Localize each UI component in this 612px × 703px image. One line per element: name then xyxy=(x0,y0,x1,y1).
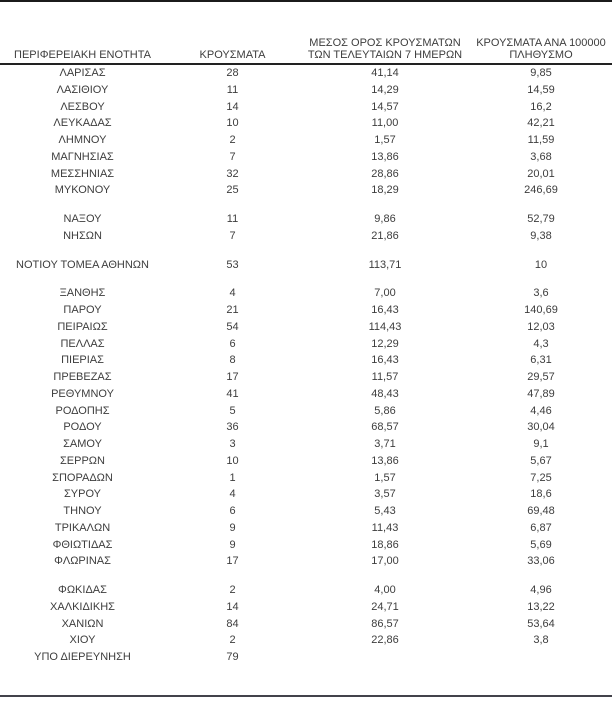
table-row xyxy=(0,132,612,149)
region-cell: ΛΕΣΒΟΥ xyxy=(60,100,105,113)
region-cell: ΝΟΤΙΟΥ ΤΟΜΕΑ ΑΘΗΝΩΝ xyxy=(16,258,149,271)
cases-cell: 11 xyxy=(226,83,239,96)
per-100k-cell: 53,64 xyxy=(527,617,555,630)
table-row xyxy=(0,436,612,453)
avg-7day-cell: 11,57 xyxy=(371,371,399,383)
cases-cell: 7 xyxy=(229,150,236,163)
region-cell: ΝΗΣΩΝ xyxy=(63,229,102,242)
avg-7day-cell: 13,86 xyxy=(371,150,399,163)
region-cell: ΛΕΥΚΑΔΑΣ xyxy=(53,117,112,130)
table-row xyxy=(0,149,612,166)
region-cell: ΜΕΣΣΗΝΙΑΣ xyxy=(50,167,115,180)
table-body xyxy=(0,65,612,666)
region-cell: ΛΑΡΙΣΑΣ xyxy=(59,67,106,79)
cases-cell: 17 xyxy=(226,371,239,383)
column-header-line: ΠΕΡΙΦΕΡΕΙΑΚΗ ΕΝΟΤΗΤΑ xyxy=(14,49,151,61)
per-100k-cell: 16,2 xyxy=(530,100,552,113)
column-header-cases-per-100000 xyxy=(470,37,612,61)
table-row xyxy=(0,182,612,199)
table-row xyxy=(0,166,612,183)
per-100k-cell: 3,6 xyxy=(533,287,549,300)
table-section xyxy=(0,257,612,274)
avg-7day-cell: 113,71 xyxy=(368,258,402,271)
avg-7day-cell: 114,43 xyxy=(368,320,402,333)
per-100k-cell: 14,59 xyxy=(527,83,555,96)
cases-by-regional-unit-table xyxy=(0,2,612,666)
region-cell: ΠΕΛΛΑΣ xyxy=(60,337,105,350)
per-100k-cell: 20,01 xyxy=(527,167,555,180)
per-100k-cell: 5,67 xyxy=(530,454,552,467)
per-100k-cell: 18,6 xyxy=(530,488,552,501)
table-row xyxy=(0,257,612,274)
avg-7day-cell: 5,86 xyxy=(374,404,396,417)
cases-cell: 5 xyxy=(229,404,236,417)
column-header-line: ΚΡΟΥΣΜΑΤΑ ΑΝΑ 100000 xyxy=(476,37,606,49)
table-row xyxy=(0,302,612,319)
cases-cell: 1 xyxy=(229,471,236,484)
table-row xyxy=(0,582,612,599)
avg-7day-cell: 16,43 xyxy=(371,354,399,367)
table-row xyxy=(0,211,612,228)
table-row xyxy=(0,228,612,245)
table-row xyxy=(0,115,612,132)
per-100k-cell: 246,69 xyxy=(524,184,558,197)
table-row xyxy=(0,369,612,386)
table-row xyxy=(0,386,612,403)
per-100k-cell: 30,04 xyxy=(527,421,555,434)
avg-7day-cell: 1,57 xyxy=(374,134,396,146)
region-cell: ΧΑΛΚΙΔΙΚΗΣ xyxy=(50,600,115,613)
cases-cell: 9 xyxy=(229,521,236,534)
table-section xyxy=(0,582,612,666)
region-cell: ΡΟΔΟΠΗΣ xyxy=(55,404,110,417)
table-row xyxy=(0,599,612,616)
avg-7day-cell: 3,71 xyxy=(374,438,396,450)
region-cell: ΣΑΜΟΥ xyxy=(63,438,102,450)
region-cell: ΡΕΘΥΜΝΟΥ xyxy=(51,387,114,400)
table-row xyxy=(0,503,612,520)
column-header-regional-unit xyxy=(0,49,165,61)
avg-7day-cell: 18,86 xyxy=(371,538,399,551)
cases-cell: 10 xyxy=(226,117,239,130)
table-row xyxy=(0,99,612,116)
per-100k-cell: 9,38 xyxy=(530,229,552,242)
cases-cell: 6 xyxy=(229,505,236,517)
table-section xyxy=(0,65,612,199)
cases-cell: 2 xyxy=(229,584,236,596)
avg-7day-cell: 68,57 xyxy=(371,421,399,434)
cases-cell: 21 xyxy=(226,304,239,316)
avg-7day-cell: 18,29 xyxy=(371,184,399,197)
region-cell: ΧΙΟΥ xyxy=(69,634,96,647)
per-100k-cell: 9,1 xyxy=(533,438,549,450)
per-100k-cell: 4,46 xyxy=(530,404,552,417)
region-cell: ΧΑΝΙΩΝ xyxy=(61,617,104,630)
cases-cell: 4 xyxy=(229,488,236,501)
cases-cell: 17 xyxy=(226,555,239,568)
cases-cell: 14 xyxy=(226,100,239,113)
region-cell: ΝΑΞΟΥ xyxy=(63,213,102,225)
avg-7day-cell: 17,00 xyxy=(371,555,399,568)
cases-cell: 32 xyxy=(226,167,239,180)
avg-7day-cell: 41,14 xyxy=(371,67,399,79)
region-cell: ΦΘΙΩΤΙΔΑΣ xyxy=(52,538,113,551)
avg-7day-cell: 14,57 xyxy=(371,100,399,113)
cases-cell: 25 xyxy=(226,184,239,197)
region-cell: ΤΗΝΟΥ xyxy=(63,505,102,517)
column-header-7day-average xyxy=(300,37,470,61)
region-cell: ΡΟΔΟΥ xyxy=(63,421,102,434)
table-row xyxy=(0,632,612,649)
cases-cell: 14 xyxy=(226,600,239,613)
cases-cell: 3 xyxy=(229,438,236,450)
avg-7day-cell: 7,00 xyxy=(374,287,396,300)
region-cell: ΠΡΕΒΕΖΑΣ xyxy=(53,371,112,383)
per-100k-cell: 52,79 xyxy=(527,213,555,225)
cases-cell: 6 xyxy=(229,337,236,350)
column-header-cases xyxy=(165,49,300,61)
per-100k-cell: 3,68 xyxy=(530,150,552,163)
per-100k-cell: 13,22 xyxy=(527,600,555,613)
region-cell: ΜΑΓΝΗΣΙΑΣ xyxy=(51,150,114,163)
per-100k-cell: 3,8 xyxy=(533,634,549,647)
avg-7day-cell: 1,57 xyxy=(374,471,396,484)
avg-7day-cell: 21,86 xyxy=(371,229,399,242)
per-100k-cell: 10 xyxy=(534,258,548,271)
table-row xyxy=(0,553,612,570)
table-row xyxy=(0,520,612,537)
per-100k-cell: 4,96 xyxy=(530,584,552,596)
avg-7day-cell: 22,86 xyxy=(371,634,399,647)
column-header-line: ΜΕΣΟΣ ΟΡΟΣ ΚΡΟΥΣΜΑΤΩΝ xyxy=(309,37,461,49)
avg-7day-cell: 9,86 xyxy=(374,213,396,225)
table-row xyxy=(0,285,612,302)
table-section xyxy=(0,211,612,245)
column-header-line: ΤΩΝ ΤΕΛΕΥΤΑΙΩΝ 7 ΗΜΕΡΩΝ xyxy=(307,49,463,61)
cases-cell: 36 xyxy=(226,421,239,434)
table-row xyxy=(0,419,612,436)
per-100k-cell: 12,03 xyxy=(527,320,555,333)
region-cell: ΥΠΟ ΔΙΕΡΕΥΝΗΣΗ xyxy=(34,651,131,663)
avg-7day-cell: 16,43 xyxy=(371,304,399,316)
per-100k-cell: 29,57 xyxy=(527,371,555,383)
region-cell: ΛΗΜΝΟΥ xyxy=(58,134,107,146)
bottom-rule xyxy=(0,695,612,697)
per-100k-cell: 69,48 xyxy=(527,505,555,517)
region-cell: ΦΛΩΡΙΝΑΣ xyxy=(54,555,111,568)
avg-7day-cell: 14,29 xyxy=(371,83,399,96)
table-row xyxy=(0,336,612,353)
per-100k-cell: 11,59 xyxy=(527,134,555,146)
avg-7day-cell: 48,43 xyxy=(371,387,399,400)
cases-cell: 2 xyxy=(229,134,236,146)
avg-7day-cell: 4,00 xyxy=(374,584,396,596)
avg-7day-cell: 3,57 xyxy=(374,488,396,501)
cases-cell: 8 xyxy=(229,354,236,367)
table-row xyxy=(0,453,612,470)
cases-cell: 9 xyxy=(229,538,236,551)
table-row xyxy=(0,352,612,369)
table-row xyxy=(0,616,612,633)
cases-cell: 53 xyxy=(226,258,239,271)
table-row xyxy=(0,649,612,666)
region-cell: ΣΥΡΟΥ xyxy=(63,488,101,501)
region-cell: ΞΑΝΘΗΣ xyxy=(59,287,106,300)
table-row xyxy=(0,82,612,99)
per-100k-cell: 6,87 xyxy=(530,521,552,534)
table-row xyxy=(0,319,612,336)
table-row xyxy=(0,403,612,420)
table-section xyxy=(0,285,612,570)
region-cell: ΣΠΟΡΑΔΩΝ xyxy=(52,471,113,484)
table-row xyxy=(0,65,612,82)
region-cell: ΠΕΙΡΑΙΩΣ xyxy=(57,320,108,333)
per-100k-cell: 7,25 xyxy=(530,471,552,484)
region-cell: ΠΙΕΡΙΑΣ xyxy=(61,354,104,367)
region-cell: ΤΡΙΚΑΛΩΝ xyxy=(54,521,111,534)
per-100k-cell: 47,89 xyxy=(527,387,555,400)
avg-7day-cell: 11,00 xyxy=(371,117,399,130)
avg-7day-cell: 13,86 xyxy=(371,454,399,467)
per-100k-cell: 4,3 xyxy=(533,337,549,350)
cases-cell: 54 xyxy=(226,320,239,333)
column-header-line: ΠΛΗΘΥΣΜΟ xyxy=(509,49,573,61)
avg-7day-cell: 24,71 xyxy=(371,600,399,613)
per-100k-cell: 33,06 xyxy=(527,555,555,568)
table-header-row xyxy=(0,37,612,65)
per-100k-cell: 5,69 xyxy=(530,538,552,551)
per-100k-cell: 9,85 xyxy=(530,67,552,79)
cases-cell: 84 xyxy=(226,617,239,630)
avg-7day-cell: 28,86 xyxy=(371,167,399,180)
cases-cell: 7 xyxy=(229,229,236,242)
table-row xyxy=(0,537,612,554)
avg-7day-cell: 5,43 xyxy=(374,505,396,517)
cases-cell: 11 xyxy=(226,213,239,225)
cases-cell: 41 xyxy=(226,387,239,400)
avg-7day-cell: 12,29 xyxy=(371,337,399,350)
per-100k-cell: 42,21 xyxy=(527,117,555,130)
cases-cell: 2 xyxy=(229,634,236,647)
region-cell: ΦΩΚΙΔΑΣ xyxy=(58,584,107,596)
table-row xyxy=(0,486,612,503)
region-cell: ΣΕΡΡΩΝ xyxy=(60,454,105,467)
region-cell: ΜΥΚΟΝΟΥ xyxy=(54,184,111,197)
cases-cell: 28 xyxy=(226,67,239,79)
region-cell: ΛΑΣΙΘΙΟΥ xyxy=(56,83,109,96)
avg-7day-cell: 11,43 xyxy=(371,521,399,534)
cases-cell: 10 xyxy=(226,454,239,467)
cases-cell: 79 xyxy=(226,651,239,663)
region-cell: ΠΑΡΟΥ xyxy=(63,304,102,316)
avg-7day-cell: 86,57 xyxy=(371,617,399,630)
table-row xyxy=(0,470,612,487)
per-100k-cell: 6,31 xyxy=(530,354,552,367)
per-100k-cell: 140,69 xyxy=(524,304,558,316)
column-header-line: ΚΡΟΥΣΜΑΤΑ xyxy=(199,49,266,61)
cases-cell: 4 xyxy=(229,287,236,300)
